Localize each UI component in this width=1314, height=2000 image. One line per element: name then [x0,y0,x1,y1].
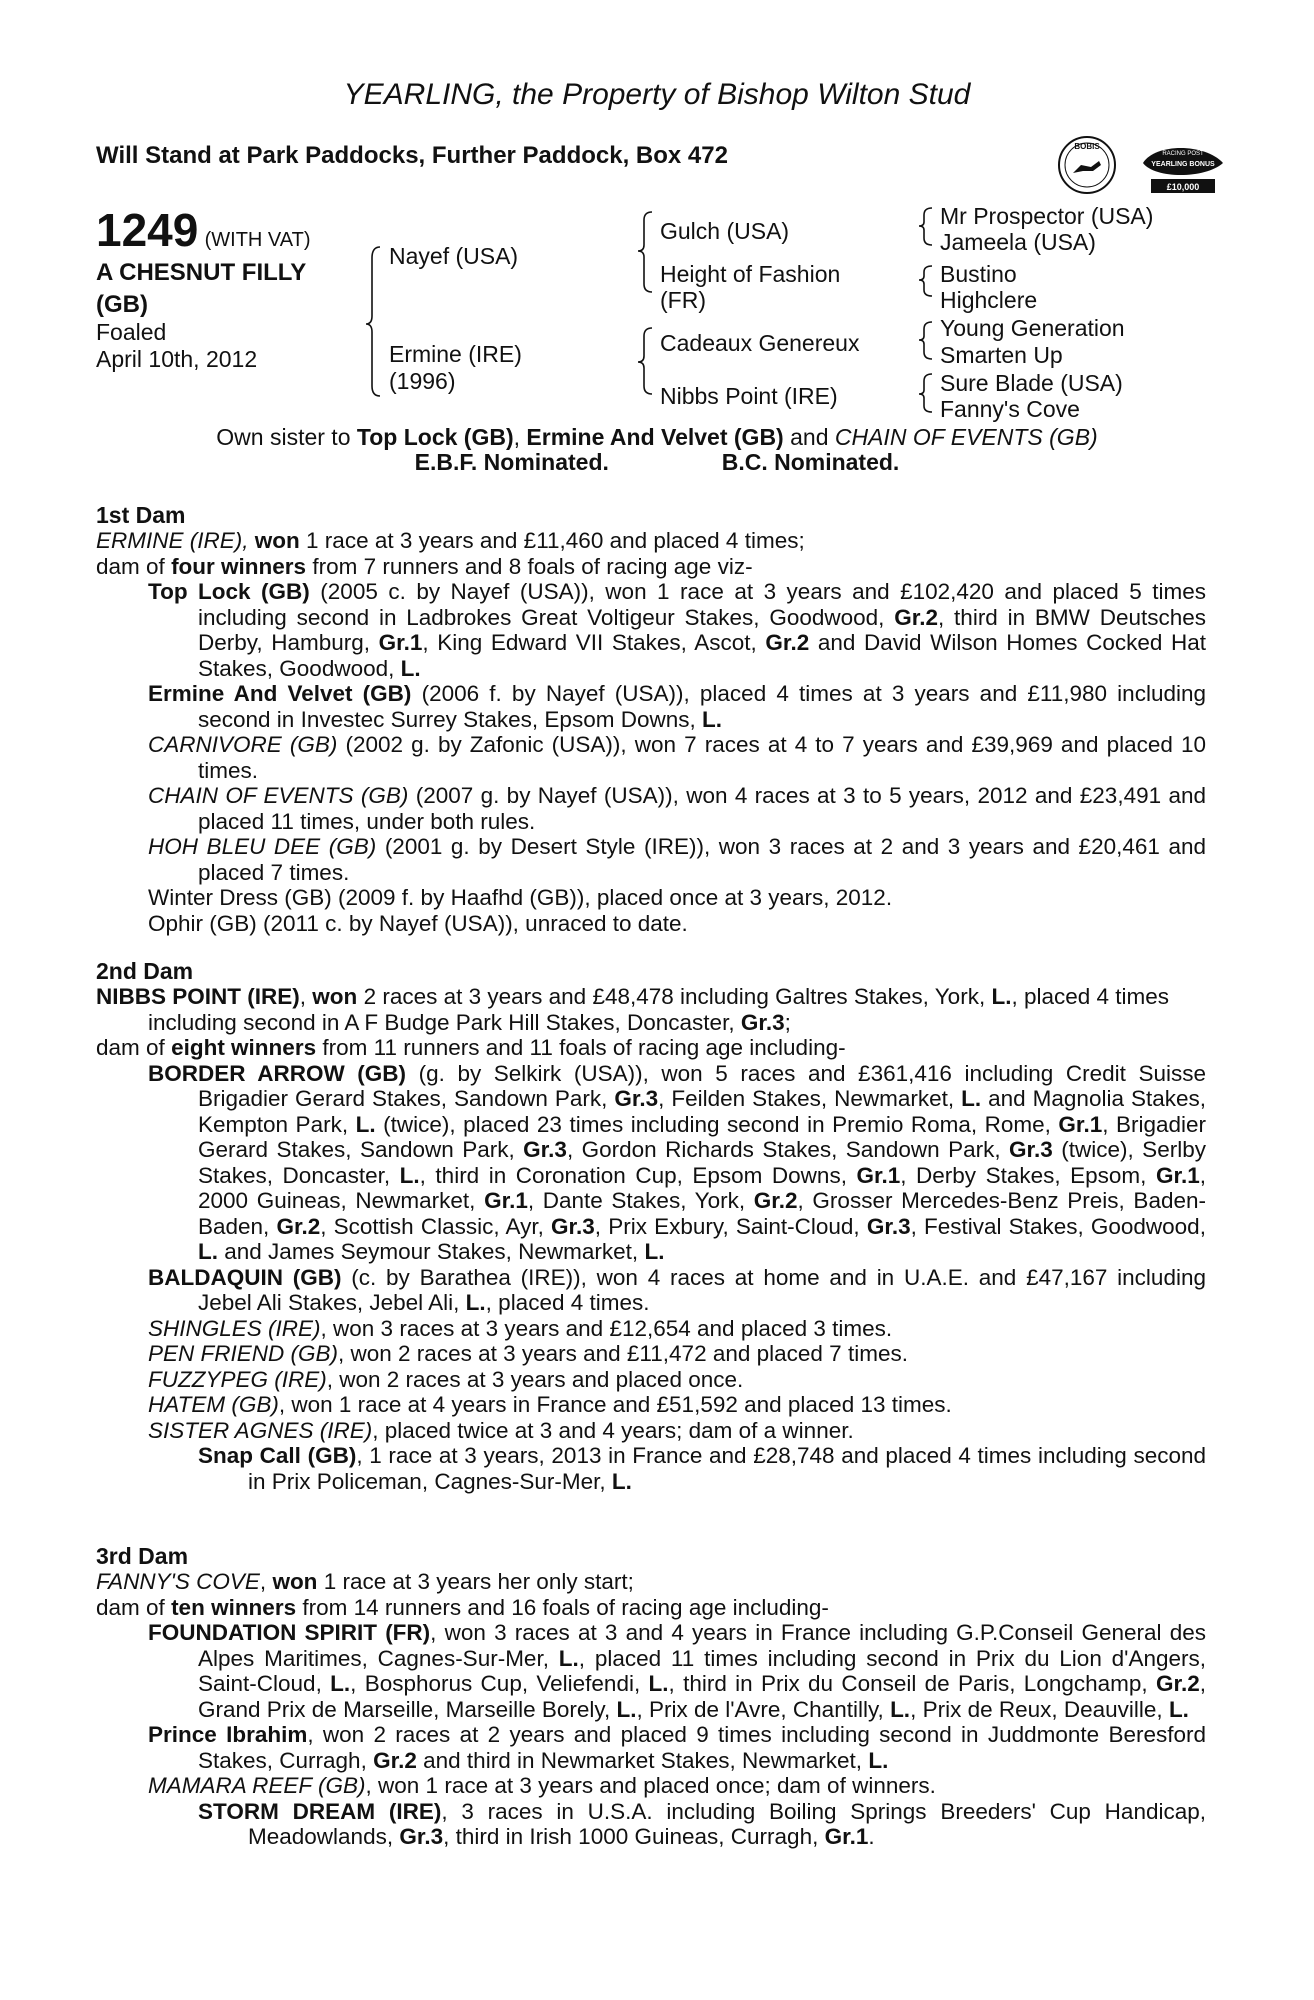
pedigree-sire: Nayef (USA) [389,243,519,269]
pedigree-dsd: Smarten Up [940,342,1063,368]
pedigree-sss: Mr Prospector (USA) [940,203,1154,229]
produce-entry: FUZZYPEG (IRE), won 2 races at 3 years and placed once. [148,1366,744,1392]
foaled-label: Foaled [96,319,167,345]
bracket-dd [919,374,932,412]
second-dam-produce: dam of eight winners from 11 runners and 11 foals of racing age including- [96,1035,846,1060]
produce-entry: STORM DREAM (IRE), 3 races in U.S.A. including Boiling Springs Breeders' Cup Handicap, Meadowlands, Gr.3, third in Irish 1000 Guineas, Curragh, Gr.1. [198,1798,1206,1849]
lot-number: 1249 [96,204,199,256]
own-sister-and: and [790,424,829,450]
ebf-nominated: E.B.F. Nominated. [414,449,609,475]
own-sister-prefix: Own sister to [216,424,351,450]
produce-entry: Prince Ibrahim, won 2 races at 2 years and placed 9 times including second in Juddmonte Beresford Stakes, Curragh, Gr.2 and third in Newmarket Stakes, Newmarket, L. [148,1722,1206,1773]
bracket-sire [638,212,652,292]
vat-label: (WITH VAT) [204,229,311,251]
own-sister-horse1: Top Lock (GB) [356,424,514,450]
produce-entry: PEN FRIEND (GB), won 2 races at 3 years and £11,472 and placed 7 times. [148,1341,908,1366]
second-dam-record: NIBBS POINT (IRE), won 2 races at 3 years and £48,478 including Galtres Stakes, York, L., placed 4 times including second in A F Budge Park Hill Stakes, Doncaster, Gr.3; [96,984,1170,1035]
yearling-bonus-text: YEARLING BONUS [1151,161,1215,168]
pedigree-dss: Young Generation [940,315,1125,341]
pedigree-sd-line2: (FR) [660,287,706,313]
pedigree-sd-line1: Height of Fashion [660,261,841,287]
pedigree-ds: Cadeaux Genereux [660,330,860,356]
stand-location: Will Stand at Park Paddocks, Further Paddock, Box 472 [96,142,728,169]
own-sister-horse2: Ermine And Velvet (GB) [526,424,784,450]
second-dam-heading: 2nd Dam [96,958,194,984]
pedigree-ddd: Fanny's Cove [940,396,1080,422]
bracket-ss [919,208,932,245]
produce-entry: BORDER ARROW (GB) (g. by Selkirk (USA)), won 5 races and £361,416 including Credit Suisse Brigadier Gerard Stakes, Sandown Park, Gr.3, Feilden Stakes, Newmarket, L. and Magnolia Stakes, Kempton Park, L. (twice), placed 23 times including second in Premio Roma, Rome, Gr.1, Brigadier Gerard Stakes, Sandown Park, Gr.3, Gordon Richards Stakes, Sandown Park, Gr.3 (twice), Serlby Stakes, Doncaster, L., third in Coronation Cup, Epsom Downs, Gr.1, Derby Stakes, Epsom, Gr.1, 2000 Guineas, Newmarket, Gr.1, Dante Stakes, York, Gr.2, Grosser Mercedes-Benz Preis, Baden-Baden, Gr.2, Scottish Classic, Ayr, Gr.3, Prix Exbury, Saint-Cloud, Gr.3, Festival Stakes, Goodwood, L. and James Seymour Stakes, Newmarket, L. [148,1060,1206,1264]
produce-entry: SHINGLES (IRE), won 3 races at 3 years and £12,654 and placed 3 times. [148,1315,893,1341]
racing-post-text: RACING POST [1162,151,1204,157]
pedigree-dds: Sure Blade (USA) [940,370,1123,396]
nominations [0,450,1314,476]
third-dam-section [96,1543,1206,1850]
bc-nominated: B.C. Nominated. [721,449,900,475]
produce-entry: BALDAQUIN (GB) (c. by Barathea (IRE)), won 4 races at home and in U.A.E. and £47,167 including Jebel Ali Stakes, Jebel Ali, L., placed 4 times. [148,1264,1206,1315]
first-dam-produce: dam of four winners from 7 runners and 8 foals of racing age viz- [96,553,753,579]
third-dam-produce: dam of ten winners from 14 runners and 16 foals of racing age including- [96,1594,829,1620]
produce-entry: CARNIVORE (GB) (2002 g. by Zafonic (USA)), won 7 races at 4 to 7 years and £39,969 and placed 10 times. [148,732,1206,783]
produce-entry: CHAIN OF EVENTS (GB) (2007 g. by Nayef (USA)), won 4 races at 3 to 5 years, 2012 and £23,491 and placed 11 times, under both rules. [148,783,1206,834]
lot-sex-line1: A CHESNUT FILLY [96,259,307,286]
produce-entry: SISTER AGNES (IRE), placed twice at 3 and 4 years; dam of a winner. [148,1417,854,1443]
bracket-sd [919,266,932,296]
first-dam-heading: 1st Dam [96,502,186,528]
bobis-text: BOBIS [1074,142,1100,151]
produce-entry: Top Lock (GB) (2005 c. by Nayef (USA)), won 1 race at 3 years and £102,420 and placed 5 times including second in Ladbrokes Great Voltigeur Stakes, Goodwood, Gr.2, third in BMW Deutsches Derby, Hamburg, Gr.1, King Edward VII Stakes, Ascot, Gr.2 and David Wilson Homes Cocked Hat Stakes, Goodwood, L. [148,579,1206,681]
page-title: YEARLING, the Property of Bishop Wilton Stud [343,78,971,111]
produce-entry: HATEM (GB), won 1 race at 4 years in France and £51,592 and placed 13 times. [148,1392,952,1417]
pedigree-dd: Nibbs Point (IRE) [660,383,838,409]
bracket-ds [919,322,932,359]
produce-entry: Winter Dress (GB) (2009 f. by Haafhd (GB)), placed once at 3 years, 2012. [148,885,893,910]
own-sister-horse3: CHAIN OF EVENTS (GB) [834,424,1098,450]
pedigree-dam-year: (1996) [389,368,456,394]
second-dam-section [96,958,1206,1494]
bracket-gen1 [366,247,380,396]
pedigree-sdd: Highclere [940,287,1038,313]
pedigree-sds: Bustino [940,261,1017,287]
third-dam-heading: 3rd Dam [96,1543,189,1569]
produce-entry: HOH BLEU DEE (GB) (2001 g. by Desert Style (IRE)), won 3 races at 2 and 3 years and £20,461 and placed 7 times. [148,834,1206,885]
own-sister-comma: , [513,424,521,450]
produce-entry: Ophir (GB) (2011 c. by Nayef (USA)), unraced to date. [148,910,688,936]
pedigree-ssd: Jameela (USA) [940,229,1096,255]
pedigree-ss: Gulch (USA) [660,218,790,244]
pedigree-table [0,0,1314,440]
bracket-dam [638,328,652,394]
pedigree-dam: Ermine (IRE) [389,341,522,367]
foaled-date: April 10th, 2012 [96,346,258,372]
produce-entry: Snap Call (GB), 1 race at 3 years, 2013 in France and £28,748 and placed 4 times including second in Prix Policeman, Cagnes-Sur-Mer, L. [198,1443,1207,1494]
own-sister-line [0,424,1314,450]
produce-entry: Ermine And Velvet (GB) (2006 f. by Nayef (USA)), placed 4 times at 3 years and £11,980 including second in Investec Surrey Stakes, Epsom Downs, L. [148,681,1206,732]
first-dam-section [96,502,1206,936]
lot-sex-line2: (GB) [96,291,148,318]
bonus-amount-text: £10,000 [1166,182,1200,192]
first-dam-record: ERMINE (IRE), won 1 race at 3 years and £11,460 and placed 4 times; [96,528,805,553]
produce-entry: FOUNDATION SPIRIT (FR), won 3 races at 3 and 4 years in France including G.P.Conseil General des Alpes Maritimes, Cagnes-Sur-Mer, L., placed 11 times including second in Prix du Lion d'Angers, Saint-Cloud, L., Bosphorus Cup, Veliefendi, L., third in Prix du Conseil de Paris, Longchamp, Gr.2, Grand Prix de Marseille, Marseille Borely, L., Prix de l'Avre, Chantilly, L., Prix de Reux, Deauville, L. [148,1620,1206,1722]
produce-entry: MAMARA REEF (GB), won 1 race at 3 years and placed once; dam of winners. [148,1773,936,1798]
third-dam-record: FANNY'S COVE, won 1 race at 3 years her only start; [96,1569,634,1594]
